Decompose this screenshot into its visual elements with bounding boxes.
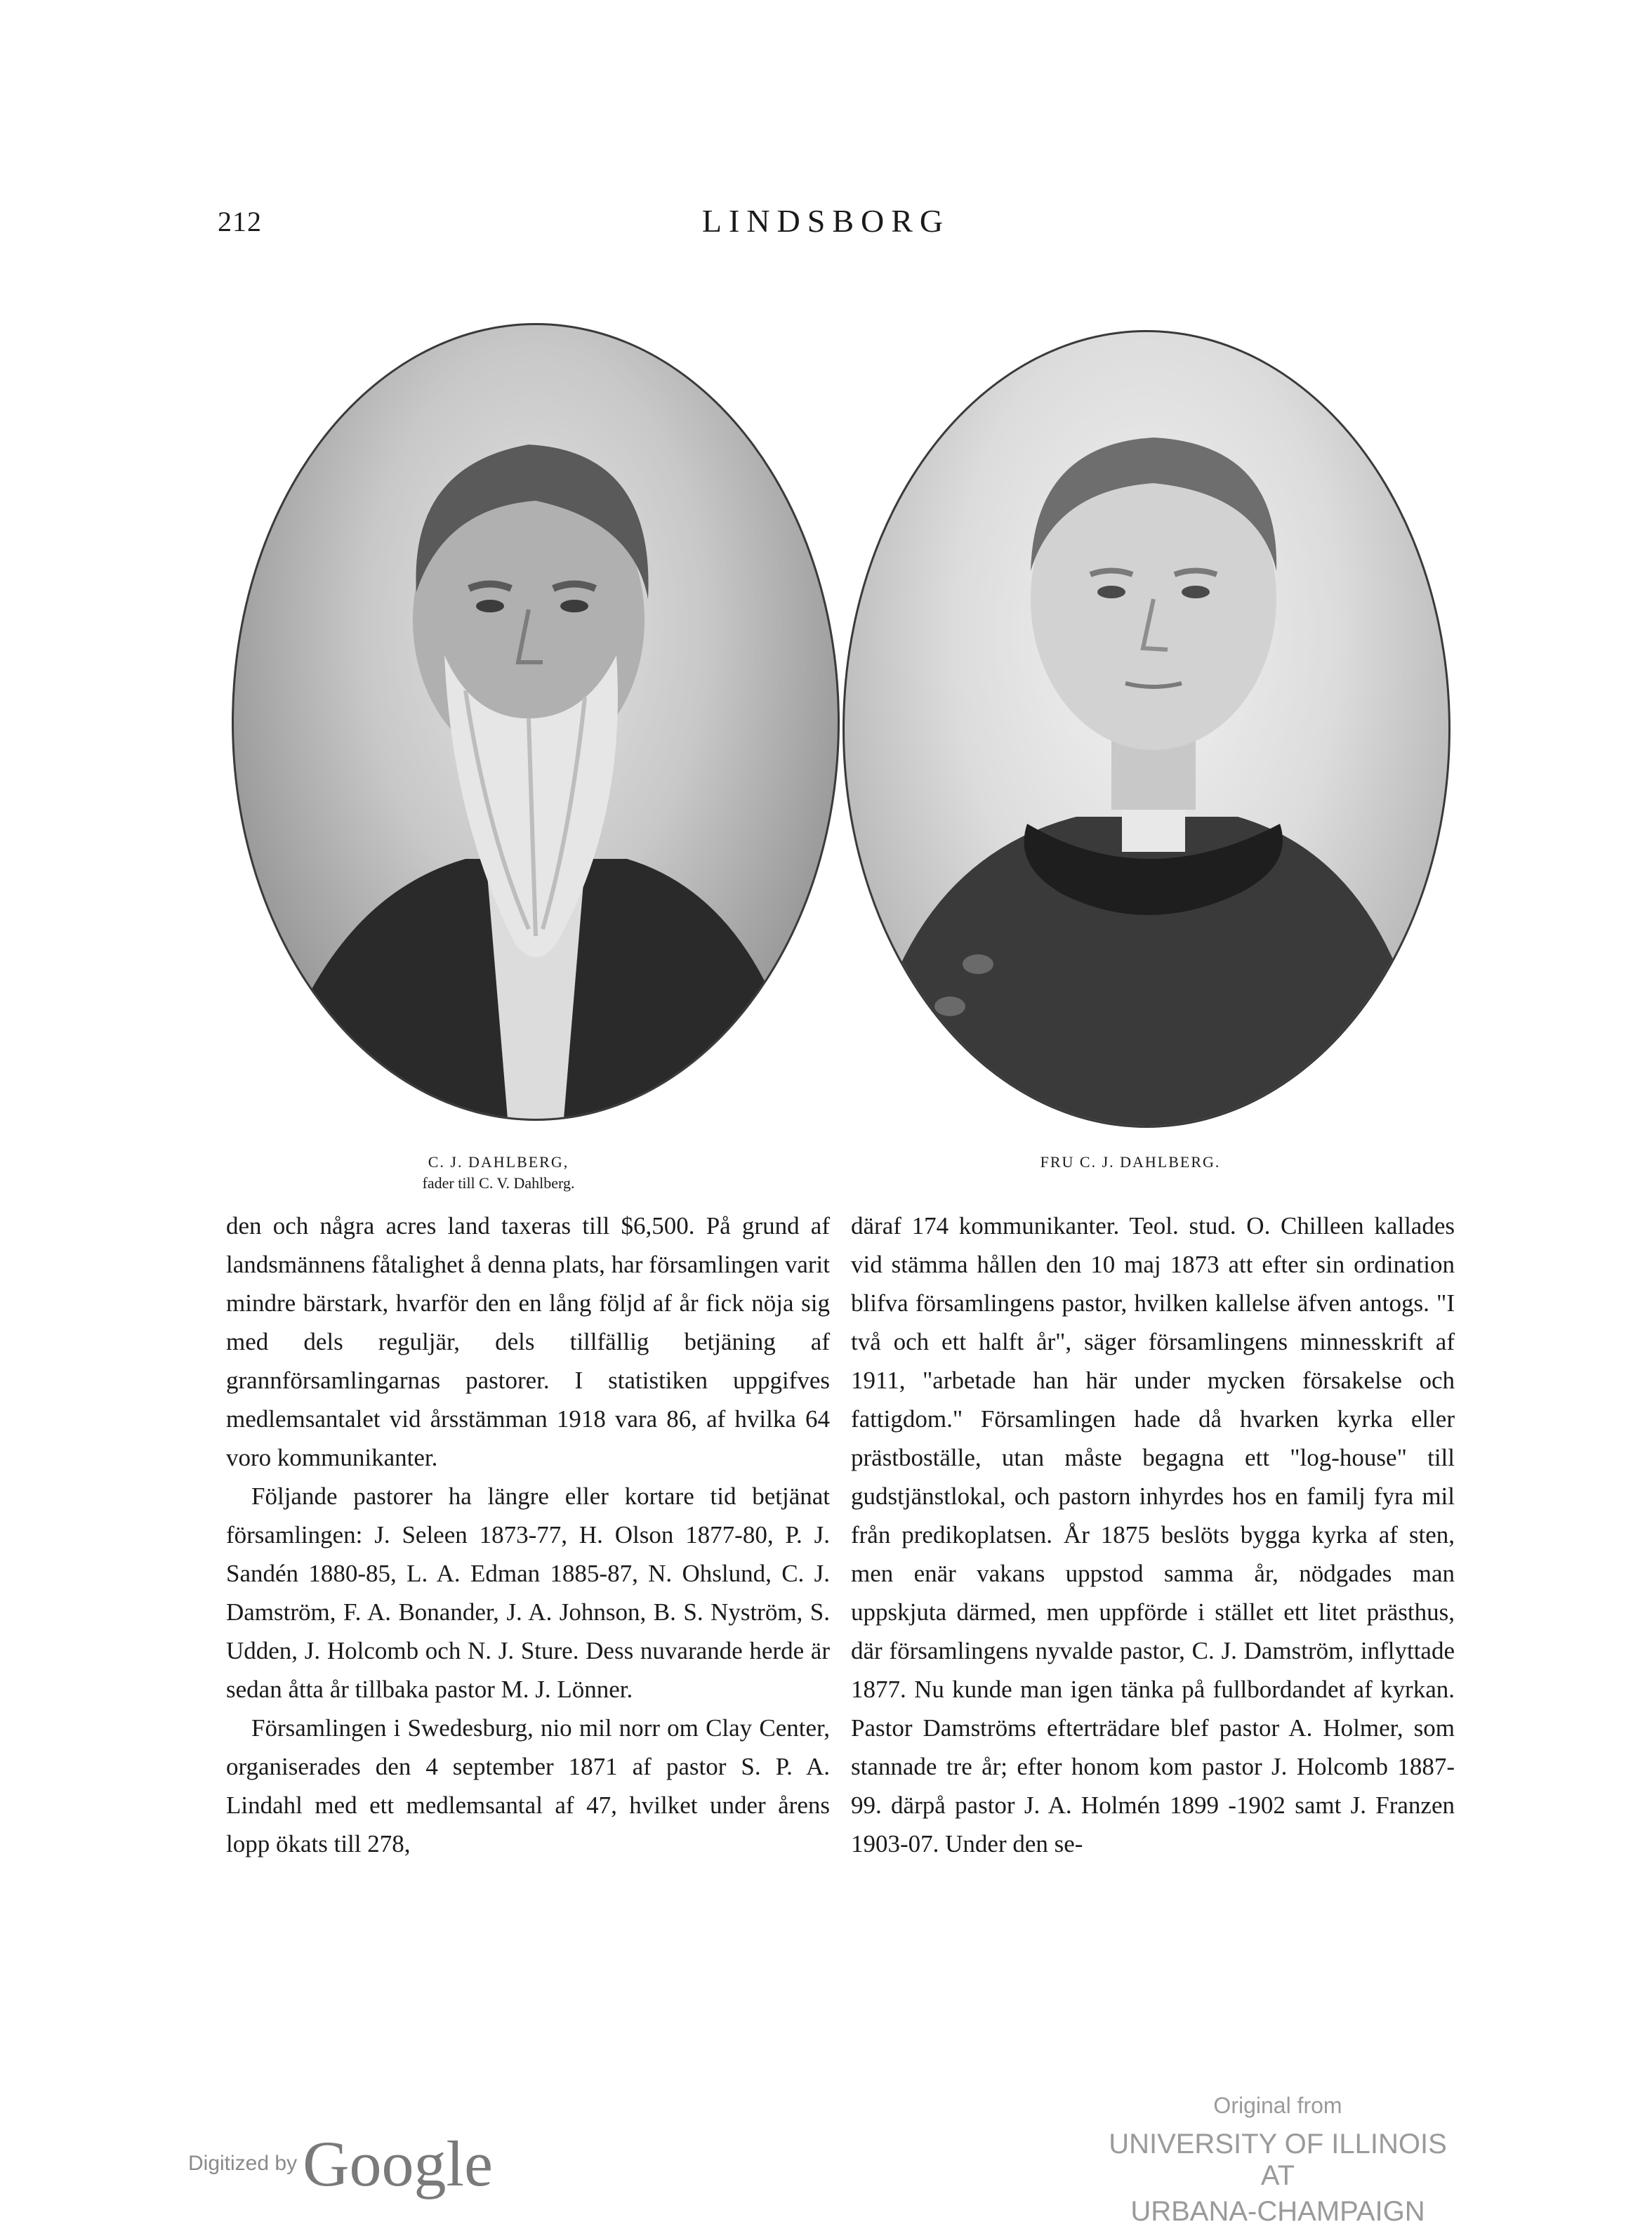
paragraph: Följande pastorer ha längre eller kortare tid betjänat församlingen: J. Seleen 1873-77, H. Olson 1877-80, P. J. Sandén 1880-85, L. A. Edman 1885-87, N. Ohslund, C. J. Damström, F. A. Bonander, J. A. Johnson, B. S. Nyström, S. Udden, J. Holcomb och N. J. Sture. Dess nuvarande herde är sedan åtta år tillbaka pastor M. J. Lönner. [226,1482,830,1703]
running-head-title: LINDSBORG [701,203,951,239]
caption-right-name: FRU C. J. DAHLBERG. [1040,1153,1221,1171]
university-line-1: UNIVERSITY OF ILLINOIS AT [1109,2129,1447,2191]
paragraph: Församlingen i Swedesburg, nio mil norr om Clay Center, organiserades den 4 september 1871 af pastor S. P. A. Lindahl med ett medlemsantal af 47, hvilket under årens lopp ökats till 278, [226,1714,830,1858]
page-number: 212 [218,206,262,237]
digitized-by-google-mark [188,2126,493,2201]
caption-left [351,1153,646,1192]
paragraph: den och några acres land taxeras till $6,500. På grund af landsmännens fåtalighet å denna plats, har församlingen varit mindre bärstark, hvarför den en lång följd af år fick nöja sig med dels reguljär, dels tillfällig betjäning af grannförsamlingarnas pastorer. I statistiken uppgifves medlemsantalet vid årsstämman 1918 vara 86, af hvilka 64 voro kommunikanter. [226,1212,830,1471]
original-from-label: Original from [1213,2093,1342,2118]
library-source-mark [1095,2093,1460,2228]
portrait-man-figure [234,325,838,1119]
portrait-man-photo [232,323,840,1121]
portrait-woman-figure [845,332,1448,1126]
google-logo: Google [303,2128,493,2200]
digitized-by-label: Digitized by [188,2152,298,2175]
university-line-2: URBANA-CHAMPAIGN [1130,2196,1425,2227]
paragraph: däraf 174 kommunikanter. Teol. stud. O. Chilleen kallades vid stämma hållen den 10 maj 1873 att efter sin ordination blifva församlingens pastor, hvilken kallelse äfven antogs. "I två och ett halft år", säger församlingens minnesskrift af 1911, "arbetade han här under mycken försakelse och fattigdom." Församlingen hade då hvarken kyrka eller prästboställe, utan måste begagna ett "log-house" till gudstjänstlokal, och pastorn inhyrdes hos en familj fyra mil från predikoplatsen. År 1875 beslöts bygga kyrka af sten, men enär vakans uppstod samma år, nödgades man uppskjuta därmed, men uppförde i stället ett litet prästhus, där församlingens nyvalde pastor, C. J. Damström, inflyttade 1877. Nu kunde man igen tänka på fullbordandet af kyrkan. Pastor Damströms efterträdare blef pastor A. Holmer, som stannade tre år; efter honom kom pastor J. Holcomb 1887-99. därpå pastor J. A. Holmén 1899 -1902 samt J. Franzen 1903-07. Under den se- [851,1212,1455,1858]
caption-left-name: C. J. DAHLBERG, [428,1153,569,1171]
caption-left-subtitle: fader till C. V. Dahlberg. [422,1174,575,1192]
text-column-right [851,1206,1455,1863]
text-column-left [226,1206,830,1863]
caption-right [983,1153,1278,1171]
portrait-woman-photo [842,330,1451,1128]
